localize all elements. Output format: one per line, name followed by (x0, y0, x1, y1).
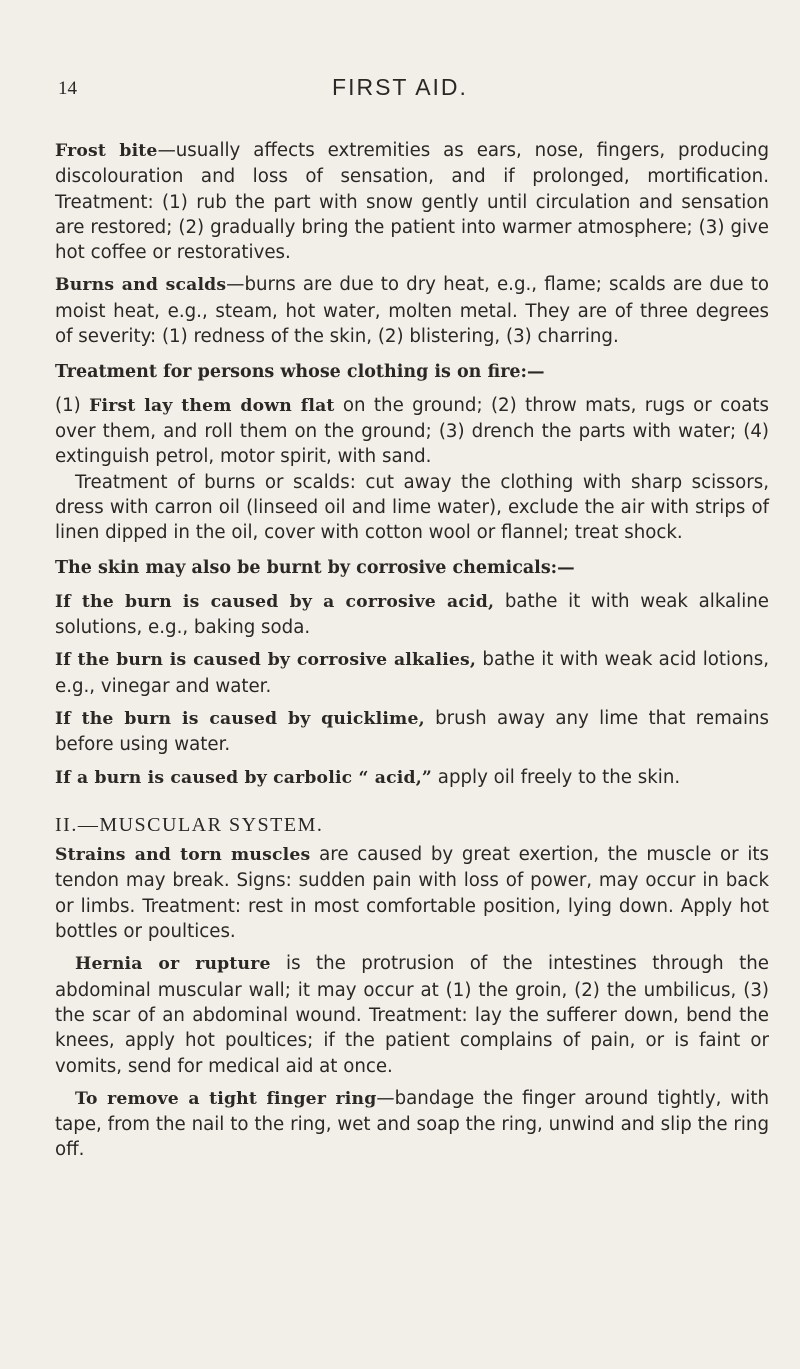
carbolic-paragraph (55, 765, 769, 791)
strains-paragraph (55, 842, 769, 944)
frost-bite-text: —usually affects extremities as ears, nose, fingers, producing discolouration and loss of sensation, and if prolonged, mortification. Treatment: (1) rub the part with snow gently until circulation and sensation are restored; (2) gradually bring the patient into warmer atmosphere; (3) give hot coffee or restoratives. (55, 140, 769, 264)
acid-text: bathe it with weak alkaline solutions, e.g., baking soda. (55, 590, 769, 639)
section-title: II.—MUSCULAR SYSTEM. (55, 813, 324, 836)
alkali-paragraph (55, 647, 769, 699)
fire-steps-text: on the ground; (2) throw mats, rugs or coats over them, and roll them on the ground; (3) drench the parts with water; (4) extinguish petrol, motor spirit, with sand. (55, 394, 769, 468)
carbolic-lead: If a burn is caused by carbolic “ acid,” (55, 767, 433, 788)
alkali-lead: If the burn is caused by corrosive alkalies, (55, 650, 477, 671)
strains-text: are caused by great exertion, the muscle or its tendon may break. Signs: sudden pain with loss of power, may occur in back or limbs. Treatment: rest in most comfortable position, lying down. Apply hot bottles or poultices. (55, 844, 769, 943)
burns-text: —burns are due to dry heat, e.g., flame; scalds are due to moist heat, e.g., steam, hot water, molten metal. They are of three degrees of severity: (1) redness of the skin, (2) blistering, (3) charring. (55, 274, 769, 348)
hernia-paragraph (55, 951, 769, 1078)
fire-steps-lead: First lay them down flat (89, 395, 335, 416)
hernia-text: is the protrusion of the intestines through the abdominal muscular wall; it may occur at (1) the groin, (2) the umbilicus, (3) the scar of an abdominal wound. Treatment: lay the sufferer down, bend the knees, apply hot poultices; if the patient complains of pain, or is faint or vomits, send for medical aid at once. (55, 953, 769, 1077)
chemicals-heading: The skin may also be burnt by corrosive chemicals:— (55, 558, 575, 579)
hernia-lead: Hernia or rupture (75, 954, 271, 975)
alkali-text: bathe it with weak acid lotions, e.g., vinegar and water. (55, 649, 769, 697)
ring-lead: To remove a tight finger ring (75, 1088, 377, 1109)
strains-lead: Strains and torn muscles (55, 845, 311, 866)
fire-heading: Treatment for persons whose clothing is on fire:— (55, 362, 545, 383)
fire-steps-paragraph (55, 393, 769, 470)
quicklime-lead: If the burn is caused by quicklime, (55, 708, 425, 729)
body-text (55, 138, 769, 1163)
burn-treatment-paragraph: Treatment of burns or scalds: cut away the clothing with sharp scissors, dress with carron oil (linseed oil and lime water), exclude the air with strips of linen dipped in the oil, cover with cotton wool or flannel; treat shock. (55, 471, 769, 544)
page-header (0, 74, 800, 118)
quicklime-paragraph (55, 706, 769, 758)
ring-paragraph (55, 1086, 769, 1163)
carbolic-text: apply oil freely to the skin. (432, 766, 681, 788)
running-head: FIRST AID. (332, 74, 468, 100)
burns-paragraph (55, 272, 769, 349)
ring-text: —bandage the finger around tightly, with tape, from the nail to the ring, wet and soap the ring, unwind and slip the ring off. (55, 1087, 769, 1161)
fire-steps-prefix: (1) (55, 394, 90, 416)
burns-lead: Burns and scalds (55, 275, 227, 296)
frost-bite-paragraph (55, 138, 769, 265)
quicklime-text: brush away any lime that remains before using water. (55, 707, 769, 756)
acid-lead: If the burn is caused by a corrosive acid, (55, 591, 495, 612)
acid-paragraph (55, 589, 769, 641)
frost-bite-lead: Frost bite (55, 141, 158, 161)
page-number: 14 (58, 78, 77, 99)
